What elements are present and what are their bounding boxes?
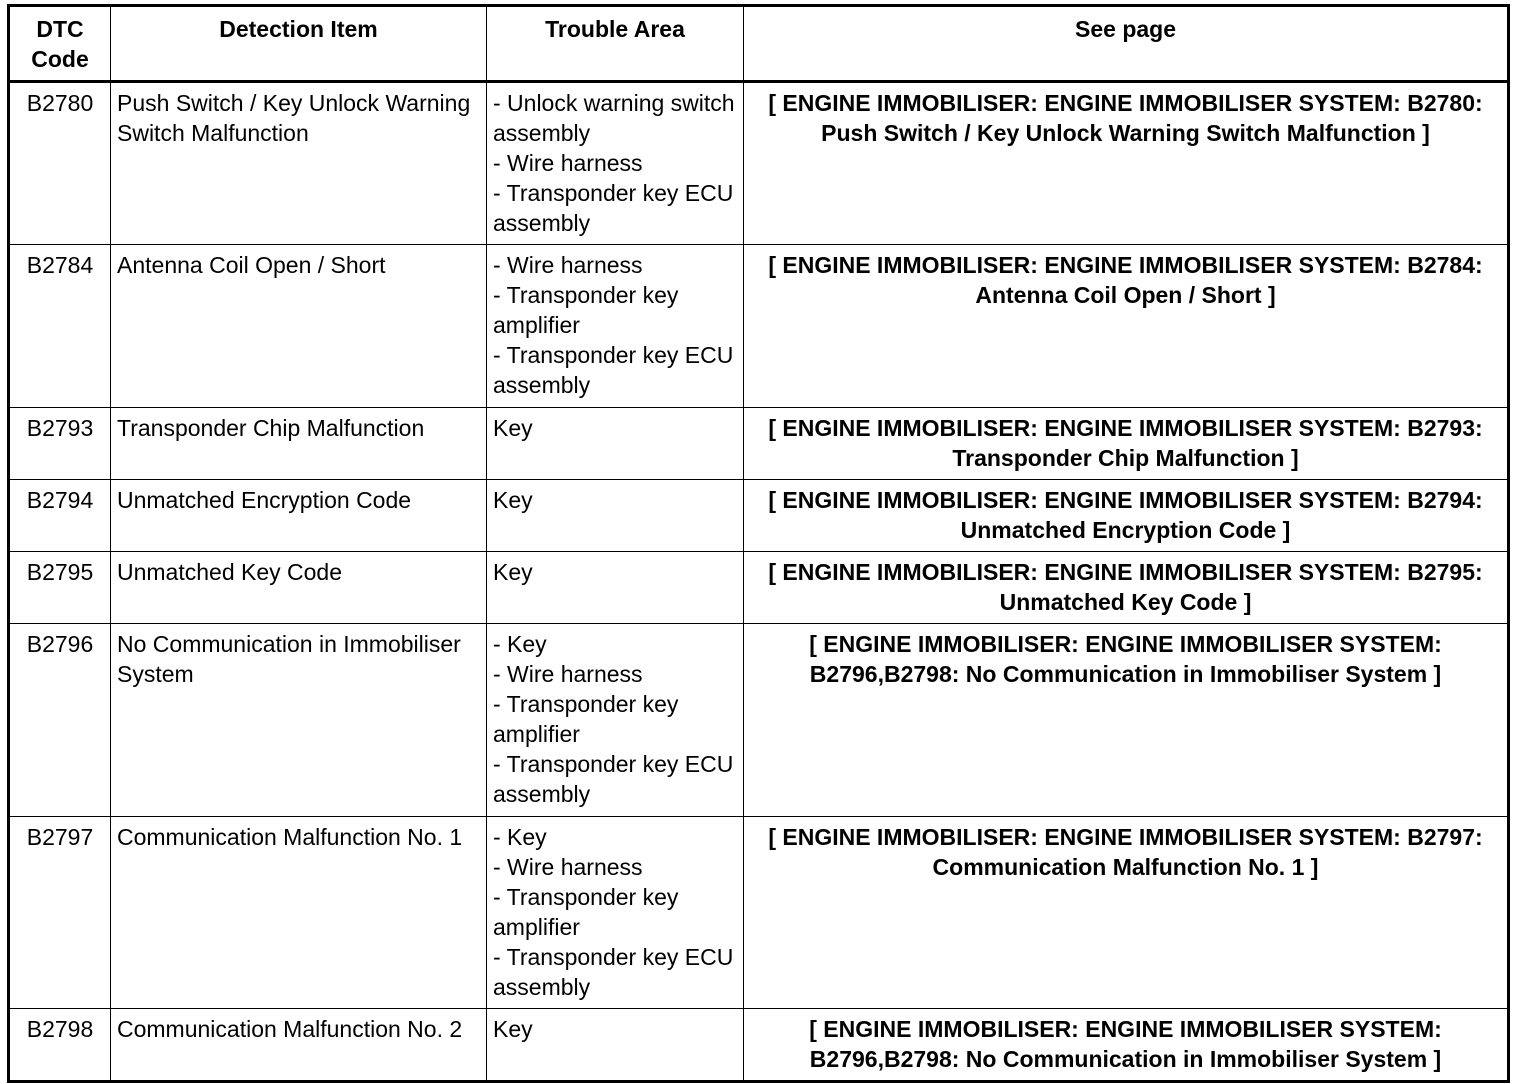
header-trouble-area: Trouble Area (487, 7, 744, 82)
trouble-area-item: - Wire harness (493, 661, 643, 687)
table-header (10, 7, 1508, 82)
table-body (10, 82, 1508, 1081)
see-page-link[interactable]: [ ENGINE IMMOBILISER: ENGINE IMMOBILISER SYSTEM: B2793: Transponder Chip Malfunction ] (744, 408, 1508, 480)
trouble-area-item: - Transponder key ECU assembly (493, 180, 734, 236)
detection-item-cell: Unmatched Key Code (111, 552, 487, 624)
table-row (10, 552, 1508, 624)
table-row (10, 408, 1508, 480)
trouble-area-item: - Transponder key amplifier (493, 691, 679, 747)
table-row (10, 1009, 1508, 1081)
trouble-area-item: - Transponder key ECU assembly (493, 751, 734, 807)
detection-item-cell: Antenna Coil Open / Short (111, 245, 487, 408)
detection-item-cell: Transponder Chip Malfunction (111, 408, 487, 480)
table-row (10, 245, 1508, 408)
see-page-link[interactable]: [ ENGINE IMMOBILISER: ENGINE IMMOBILISER SYSTEM: B2794: Unmatched Encryption Code ] (744, 480, 1508, 552)
dtc-table-container (9, 6, 1507, 1081)
trouble-area-cell (487, 817, 744, 1009)
trouble-area-cell (487, 245, 744, 408)
dtc-code-cell: B2796 (10, 624, 111, 817)
dtc-code-cell: B2794 (10, 480, 111, 552)
dtc-code-cell: B2798 (10, 1009, 111, 1081)
header-detection-item: Detection Item (111, 7, 487, 82)
trouble-area-item: - Wire harness (493, 854, 643, 880)
trouble-area-item: Key (493, 559, 533, 585)
see-page-link[interactable]: [ ENGINE IMMOBILISER: ENGINE IMMOBILISER SYSTEM: B2795: Unmatched Key Code ] (744, 552, 1508, 624)
trouble-area-item: - Transponder key amplifier (493, 282, 679, 338)
dtc-table (9, 6, 1508, 1081)
trouble-area-cell (487, 552, 744, 624)
detection-item-cell: Communication Malfunction No. 2 (111, 1009, 487, 1081)
header-dtc-code: DTC Code (10, 7, 111, 82)
detection-item-cell: Communication Malfunction No. 1 (111, 817, 487, 1009)
dtc-code-cell: B2797 (10, 817, 111, 1009)
table-row (10, 82, 1508, 245)
table-row (10, 817, 1508, 1009)
table-row (10, 624, 1508, 817)
trouble-area-cell (487, 408, 744, 480)
see-page-link[interactable]: [ ENGINE IMMOBILISER: ENGINE IMMOBILISER SYSTEM: B2796,B2798: No Communication in Immobiliser System ] (744, 624, 1508, 817)
trouble-area-item: - Key (493, 824, 547, 850)
header-row (10, 7, 1508, 82)
dtc-code-cell: B2784 (10, 245, 111, 408)
dtc-code-cell: B2793 (10, 408, 111, 480)
trouble-area-item: - Wire harness (493, 150, 643, 176)
trouble-area-item: Key (493, 487, 533, 513)
trouble-area-item: Key (493, 415, 533, 441)
trouble-area-item: - Transponder key ECU assembly (493, 342, 734, 398)
see-page-link[interactable]: [ ENGINE IMMOBILISER: ENGINE IMMOBILISER SYSTEM: B2780: Push Switch / Key Unlock Warning Switch Malfunction ] (744, 82, 1508, 245)
detection-item-cell: Unmatched Encryption Code (111, 480, 487, 552)
dtc-code-cell: B2780 (10, 82, 111, 245)
trouble-area-item: - Key (493, 631, 547, 657)
header-see-page: See page (744, 7, 1508, 82)
detection-item-cell: No Communication in Immobiliser System (111, 624, 487, 817)
see-page-link[interactable]: [ ENGINE IMMOBILISER: ENGINE IMMOBILISER SYSTEM: B2784: Antenna Coil Open / Short ] (744, 245, 1508, 408)
trouble-area-item: - Transponder key ECU assembly (493, 944, 734, 1000)
detection-item-cell: Push Switch / Key Unlock Warning Switch Malfunction (111, 82, 487, 245)
trouble-area-item: - Unlock warning switch assembly (493, 90, 735, 146)
dtc-code-cell: B2795 (10, 552, 111, 624)
trouble-area-item: - Transponder key amplifier (493, 884, 679, 940)
trouble-area-cell (487, 1009, 744, 1081)
trouble-area-cell (487, 82, 744, 245)
table-row (10, 480, 1508, 552)
see-page-link[interactable]: [ ENGINE IMMOBILISER: ENGINE IMMOBILISER SYSTEM: B2796,B2798: No Communication in Immobiliser System ] (744, 1009, 1508, 1081)
trouble-area-item: - Wire harness (493, 252, 643, 278)
see-page-link[interactable]: [ ENGINE IMMOBILISER: ENGINE IMMOBILISER SYSTEM: B2797: Communication Malfunction No. 1 ] (744, 817, 1508, 1009)
trouble-area-item: Key (493, 1016, 533, 1042)
trouble-area-cell (487, 480, 744, 552)
trouble-area-cell (487, 624, 744, 817)
